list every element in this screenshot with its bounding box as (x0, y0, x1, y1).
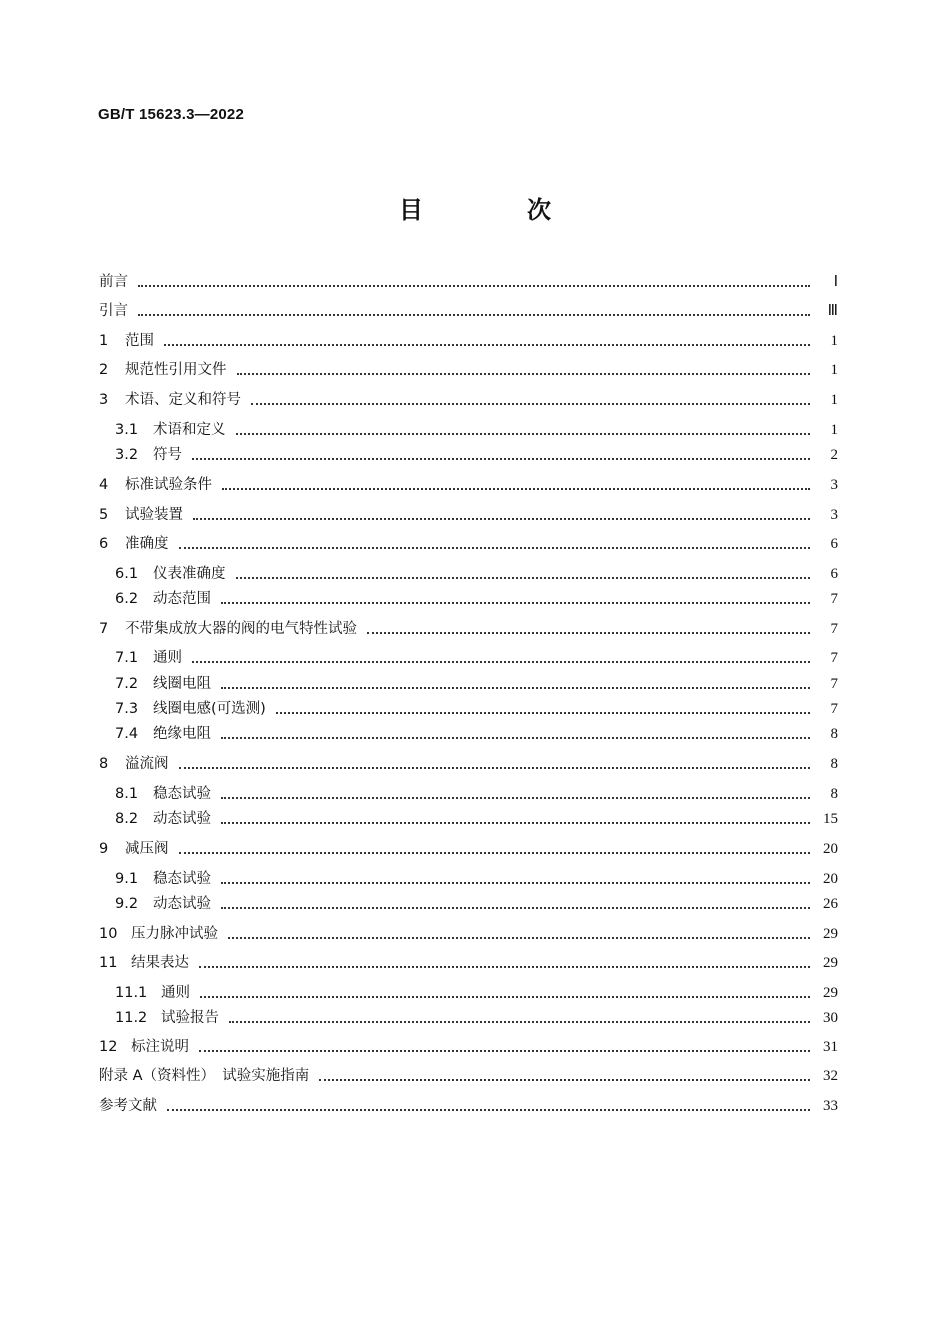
toc-entry-label: 准确度 (125, 536, 169, 552)
dot-leader (199, 1049, 810, 1052)
dot-leader (221, 906, 810, 909)
dot-leader (179, 766, 811, 769)
toc-entry-6-2[interactable] (115, 587, 838, 611)
toc-entry-6-1[interactable] (115, 562, 838, 586)
toc-entry-number: 6.1 (115, 566, 139, 582)
dot-leader (138, 284, 810, 287)
dot-leader (193, 517, 810, 520)
toc-entry-number: 9.1 (115, 871, 139, 887)
toc-entry-number: 7.4 (115, 726, 139, 742)
dot-leader (221, 736, 810, 739)
toc-entry-label: 通则 (161, 985, 190, 1001)
toc-entry-number: 11.2 (115, 1010, 148, 1026)
dot-leader (251, 402, 810, 405)
toc-entry-9[interactable] (99, 837, 838, 861)
toc-entry-12[interactable] (99, 1035, 838, 1059)
toc-entry-page: 20 (823, 841, 838, 857)
toc-entry-label: 通则 (153, 650, 182, 666)
toc-entry-page: Ⅰ (833, 274, 838, 290)
toc-entry-label: 附录 A（资料性） 试验实施指南 (99, 1068, 310, 1084)
toc-entry-page: 6 (830, 536, 838, 552)
toc-entry-label: 试验报告 (161, 1010, 219, 1026)
toc-entry-9-2[interactable] (115, 892, 838, 916)
toc-entry-page: 8 (830, 786, 838, 802)
toc-entry-label: 压力脉冲试验 (131, 926, 218, 942)
toc-entry-number: 1 (99, 333, 109, 349)
toc-entry-3[interactable] (99, 388, 838, 412)
toc-entry-page: 29 (823, 985, 838, 1001)
toc-entry-label: 溢流阀 (125, 756, 169, 772)
toc-entry-page: 3 (830, 507, 838, 523)
dot-leader (221, 881, 810, 884)
dot-leader (199, 965, 810, 968)
dot-leader (192, 457, 810, 460)
dot-leader (179, 546, 811, 549)
toc-entry-9-1[interactable] (115, 867, 838, 891)
toc-entry-page: 32 (823, 1068, 838, 1084)
toc-entry-label: 仪表准确度 (153, 566, 226, 582)
toc-entry-label: 参考文献 (99, 1098, 157, 1114)
toc-entry-label: 前言 (99, 274, 128, 290)
toc-entry-label: 术语、定义和符号 (125, 392, 241, 408)
dot-leader (229, 1020, 810, 1023)
toc-entry-annex-a[interactable] (99, 1064, 838, 1088)
toc-entry-label: 绝缘电阻 (153, 726, 211, 742)
toc-entry-7-1[interactable] (115, 646, 838, 670)
dot-leader (276, 711, 810, 714)
toc-entry-page: 7 (830, 650, 838, 666)
toc-entry-page: 6 (830, 566, 838, 582)
toc-entry-number: 3 (99, 392, 109, 408)
dot-leader (179, 851, 811, 854)
toc-entry-label: 减压阀 (125, 841, 169, 857)
toc-entry-label: 范围 (125, 333, 154, 349)
dot-leader (319, 1078, 810, 1081)
dot-leader (200, 995, 810, 998)
toc-entry-number: 4 (99, 477, 109, 493)
toc-entry-page: 29 (823, 955, 838, 971)
toc-entry-foreword[interactable] (99, 270, 838, 294)
toc-entry-page: 8 (830, 726, 838, 742)
toc-entry-page: 33 (823, 1098, 838, 1114)
toc-entry-8[interactable] (99, 752, 838, 776)
toc-entry-number: 6 (99, 536, 109, 552)
toc-entry-10[interactable] (99, 922, 838, 946)
toc-entry-page: 29 (823, 926, 838, 942)
toc-entry-page: 7 (830, 701, 838, 717)
dot-leader (237, 372, 811, 375)
toc-entry-page: 31 (823, 1039, 838, 1055)
toc-entry-7-4[interactable] (115, 722, 838, 746)
toc-entry-number: 8.2 (115, 811, 139, 827)
toc-entry-page: 1 (830, 392, 838, 408)
toc-entry-7[interactable] (99, 617, 838, 641)
toc-entry-number: 5 (99, 507, 109, 523)
toc-entry-11[interactable] (99, 951, 838, 975)
toc-entry-page: 7 (830, 676, 838, 692)
toc-entry-label: 试验装置 (125, 507, 183, 523)
toc-entry-introduction[interactable] (99, 299, 838, 323)
toc-entry-8-1[interactable] (115, 782, 838, 806)
dot-leader (167, 1108, 810, 1111)
toc-entry-label: 引言 (99, 303, 128, 319)
toc-entry-page: 7 (830, 591, 838, 607)
dot-leader (138, 313, 810, 316)
toc-entry-number: 10 (99, 926, 118, 942)
toc-entry-label: 标注说明 (131, 1039, 189, 1055)
toc-entry-page: 26 (823, 896, 838, 912)
dot-leader (164, 343, 810, 346)
toc-entry-label: 不带集成放大器的阀的电气特性试验 (125, 621, 357, 637)
toc-entry-label: 稳态试验 (153, 871, 211, 887)
toc-entry-label: 符号 (153, 447, 182, 463)
toc-entry-number: 8 (99, 756, 109, 772)
toc-entry-6[interactable] (99, 532, 838, 556)
toc-entry-number: 2 (99, 362, 109, 378)
toc-entry-number: 3.2 (115, 447, 139, 463)
dot-leader (221, 796, 810, 799)
toc-entry-11-2[interactable] (115, 1006, 838, 1030)
toc-entry-page: 1 (830, 422, 838, 438)
dot-leader (228, 936, 810, 939)
toc-entry-page: 15 (823, 811, 838, 827)
toc-entry-page: 3 (830, 477, 838, 493)
standard-code: GB/T 15623.3—2022 (98, 106, 244, 123)
toc-entry-label: 标准试验条件 (125, 477, 212, 493)
toc-entry-page: 2 (830, 447, 838, 463)
toc-entry-number: 11.1 (115, 985, 148, 1001)
toc-entry-number: 7.1 (115, 650, 139, 666)
toc-entry-label: 动态试验 (153, 896, 211, 912)
toc-entry-number: 11 (99, 955, 118, 971)
toc-entry-label: 动态范围 (153, 591, 211, 607)
toc-entry-3-2[interactable] (115, 443, 838, 467)
dot-leader (236, 576, 811, 579)
toc-entry-number: 7.3 (115, 701, 139, 717)
toc-entry-7-3[interactable] (115, 697, 838, 721)
toc-entry-label: 线圈电感(可选测) (153, 701, 266, 717)
toc-entry-number: 7.2 (115, 676, 139, 692)
toc-entry-number: 7 (99, 621, 109, 637)
toc-entry-label: 结果表达 (131, 955, 189, 971)
toc-entry-label: 稳态试验 (153, 786, 211, 802)
toc-entry-number: 3.1 (115, 422, 139, 438)
toc-entry-bibliography[interactable] (99, 1094, 838, 1118)
toc-entry-8-2[interactable] (115, 807, 838, 831)
toc-entry-11-1[interactable] (115, 981, 838, 1005)
toc-entry-page: 7 (830, 621, 838, 637)
toc-entry-7-2[interactable] (115, 672, 838, 696)
dot-leader (221, 601, 810, 604)
dot-leader (222, 487, 810, 490)
toc-entry-2[interactable] (99, 358, 838, 382)
page-title: 目 次 (399, 196, 591, 224)
toc-entry-5[interactable] (99, 503, 838, 527)
toc-entry-number: 9.2 (115, 896, 139, 912)
toc-entry-number: 6.2 (115, 591, 139, 607)
dot-leader (221, 821, 810, 824)
toc-entry-page: 30 (823, 1010, 838, 1026)
toc-entry-page: 1 (830, 333, 838, 349)
dot-leader (236, 432, 811, 435)
toc-entry-3-1[interactable] (115, 418, 838, 442)
toc-entry-4[interactable] (99, 473, 838, 497)
toc-entry-label: 术语和定义 (153, 422, 226, 438)
toc-entry-page: 8 (830, 756, 838, 772)
dot-leader (367, 631, 810, 634)
dot-leader (221, 686, 810, 689)
toc-entry-page: 20 (823, 871, 838, 887)
toc-entry-label: 规范性引用文件 (125, 362, 227, 378)
toc-entry-number: 12 (99, 1039, 118, 1055)
toc-entry-number: 8.1 (115, 786, 139, 802)
toc-entry-label: 线圈电阻 (153, 676, 211, 692)
toc-entry-page: 1 (830, 362, 838, 378)
toc-entry-page: Ⅲ (827, 303, 838, 319)
toc-entry-1[interactable] (99, 329, 838, 353)
dot-leader (192, 660, 810, 663)
toc-entry-label: 动态试验 (153, 811, 211, 827)
toc-entry-number: 9 (99, 841, 109, 857)
